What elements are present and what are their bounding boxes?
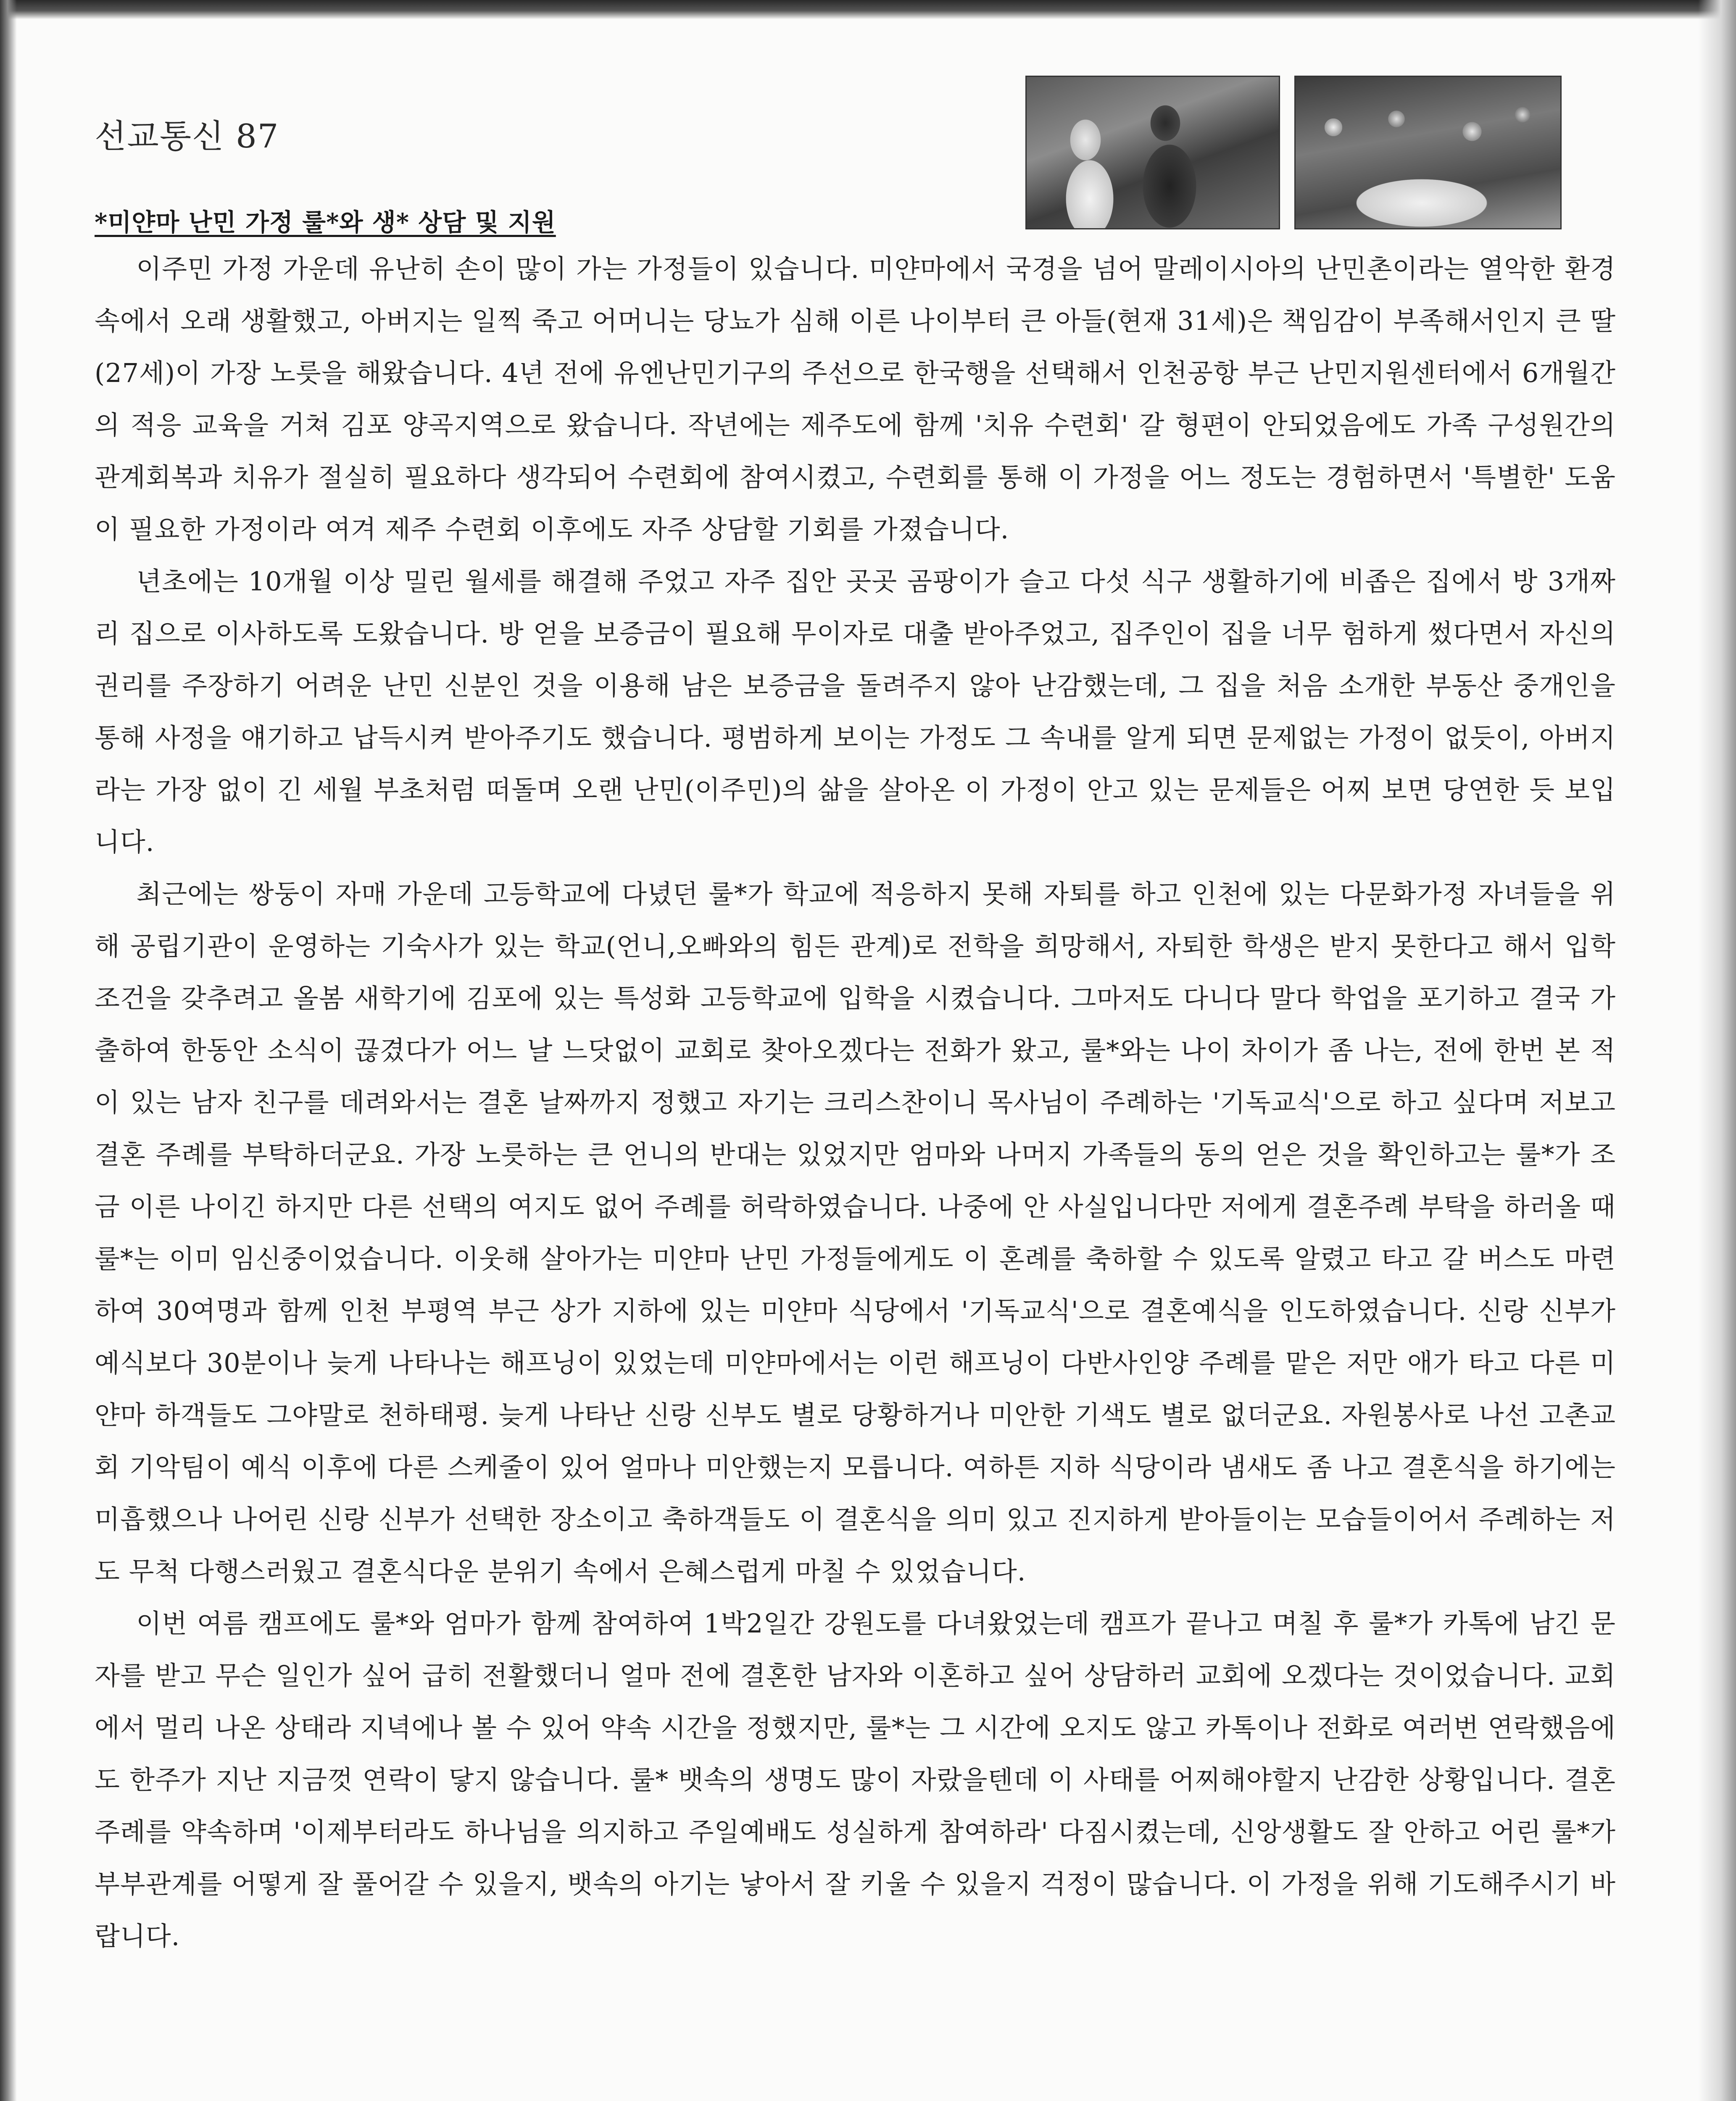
scan-edge-left (0, 0, 17, 2101)
reception-guests-photo (1294, 76, 1562, 229)
article-body (95, 243, 1616, 1962)
scan-edge-top (0, 0, 1736, 19)
paragraph-4: 이번 여름 캠프에도 룰*와 엄마가 함께 참여하여 1박2일간 강원도를 다녀왔었는데 캠프가 끝나고 며칠 후 룰*가 카톡에 남긴 문자를 받고 무슨 일인가 싶어 급히 전활했더니 얼마 전에 결혼한 남자와 이혼하고 싶어 상담하러 교회에 오겠다는 것이었습니다. 교회에서 멀리 나온 상태라 지녁에나 볼 수 있어 약속 시간을 정했지만, 룰*는 그 시간에 오지도 않고 카톡이나 전화로 여러번 연락했음에도 한주가 지난 지금껏 연락이 닿지 않습니다. 룰* 뱃속의 생명도 많이 자랐을텐데 이 사태를 어찌해야할지 난감한 상황입니다. 결혼 주례를 약속하며 '이제부터라도 하나님을 의지하고 주일예배도 성실하게 참여하라' 다짐시켰는데, 신앙생활도 잘 안하고 어린 룰*가 부부관계를 어떻게 잘 풀어갈 수 있을지, 뱃속의 아기는 낳아서 잘 키울 수 있을지 걱정이 많습니다. 이 가정을 위해 기도해주시기 바랍니다. (95, 1608, 1616, 1951)
paragraph-1: 이주민 가정 가운데 유난히 손이 많이 가는 가정들이 있습니다. 미얀마에서 국경을 넘어 말레이시아의 난민촌이라는 열악한 환경 속에서 오래 생활했고, 아버지는 일찍 죽고 어머니는 당뇨가 심해 이른 나이부터 큰 아들(현재 31세)은 책임감이 부족해서인지 큰 딸(27세)이 가장 노릇을 해왔습니다. 4년 전에 유엔난민기구의 주선으로 한국행을 선택해서 인천공항 부근 난민지원센터에서 6개월간의 적응 교육을 거쳐 김포 양곡지역으로 왔습니다. 작년에는 제주도에 함께 '치유 수련회' 갈 형편이 안되었음에도 가족 구성원간의 관계회복과 치유가 절실히 필요하다 생각되어 수련회에 참여시켰고, 수련회를 통해 이 가정을 어느 정도는 경험하면서 '특별한' 도움이 필요한 가정이라 여겨 제주 수련회 이후에도 자주 상담할 기회를 가졌습니다. (95, 253, 1616, 545)
section-title: *미얀마 난민 가정 룰*와 생* 상담 및 지원 (95, 208, 556, 237)
wedding-ceremony-photo (1025, 76, 1280, 229)
scan-edge-right (1698, 0, 1736, 2101)
paragraph-3: 최근에는 쌍둥이 자매 가운데 고등학교에 다녔던 룰*가 학교에 적응하지 못해 자퇴를 하고 인천에 있는 다문화가정 자녀들을 위해 공립기관이 운영하는 기숙사가 있는 학교(언니,오빠와의 힘든 관계)로 전학을 희망해서, 자퇴한 학생은 받지 못한다고 해서 입학 조건을 갖추려고 올봄 새학기에 김포에 있는 특성화 고등학교에 입학을 시켰습니다. 그마저도 다니다 말다 학업을 포기하고 결국 가출하여 한동안 소식이 끊겼다가 어느 날 느닷없이 교회로 찾아오겠다는 전화가 왔고, 룰*와는 나이 차이가 좀 나는, 전에 한번 본 적이 있는 남자 친구를 데려와서는 결혼 날짜까지 정했고 자기는 크리스찬이니 목사님이 주례하는 '기독교식'으로 하고 싶다며 저보고 결혼 주례를 부탁하더군요. 가장 노릇하는 큰 언니의 반대는 있었지만 엄마와 나머지 가족들의 동의 얻은 것을 확인하고는 룰*가 조금 이른 나이긴 하지만 다른 선택의 여지도 없어 주례를 허락하였습니다. 나중에 안 사실입니다만 저에게 결혼주례 부탁을 하러올 때 룰*는 이미 임신중이었습니다. 이웃해 살아가는 미얀마 난민 가정들에게도 이 혼례를 축하할 수 있도록 알렸고 타고 갈 버스도 마련하여 30여명과 함께 인천 부평역 부근 상가 지하에 있는 미얀마 식당에서 '기독교식'으로 결혼예식을 인도하였습니다. 신랑 신부가 예식보다 30분이나 늦게 나타나는 해프닝이 있었는데 미얀마에서는 이런 해프닝이 다반사인양 주례를 맡은 저만 애가 타고 다른 미얀마 하객들도 그야말로 천하태평. 늦게 나타난 신랑 신부도 별로 당황하거나 미안한 기색도 별로 없더군요. 자원봉사로 나선 고촌교회 기악팀이 예식 이후에 다른 스케줄이 있어 얼마나 미안했는지 모릅니다. 여하튼 지하 식당이라 냄새도 좀 나고 결혼식을 하기에는 미흡했으나 나어린 신랑 신부가 선택한 장소이고 축하객들도 이 결혼식을 의미 있고 진지하게 받아들이는 모습들이어서 주례하는 저도 무척 다행스러웠고 결혼식다운 분위기 속에서 은혜스럽게 마칠 수 있었습니다. (95, 879, 1616, 1587)
newsletter-title: 선교통신 87 (95, 118, 279, 155)
paragraph-2: 년초에는 10개월 이상 밀린 월세를 해결해 주었고 자주 집안 곳곳 곰팡이가 슬고 다섯 식구 생활하기에 비좁은 집에서 방 3개짜리 집으로 이사하도록 도왔습니다. 방 얻을 보증금이 필요해 무이자로 대출 받아주었고, 집주인이 집을 너무 험하게 썼다면서 자신의 권리를 주장하기 어려운 난민 신분인 것을 이용해 남은 보증금을 돌려주지 않아 난감했는데, 그 집을 처음 소개한 부동산 중개인을 통해 사정을 얘기하고 납득시켜 받아주기도 했습니다. 평범하게 보이는 가정도 그 속내를 알게 되면 문제없는 가정이 없듯이, 아버지라는 가장 없이 긴 세월 부초처럼 떠돌며 오랜 난민(이주민)의 삶을 살아온 이 가정이 안고 있는 문제들은 어찌 보면 당연한 듯 보입니다. (95, 566, 1616, 857)
